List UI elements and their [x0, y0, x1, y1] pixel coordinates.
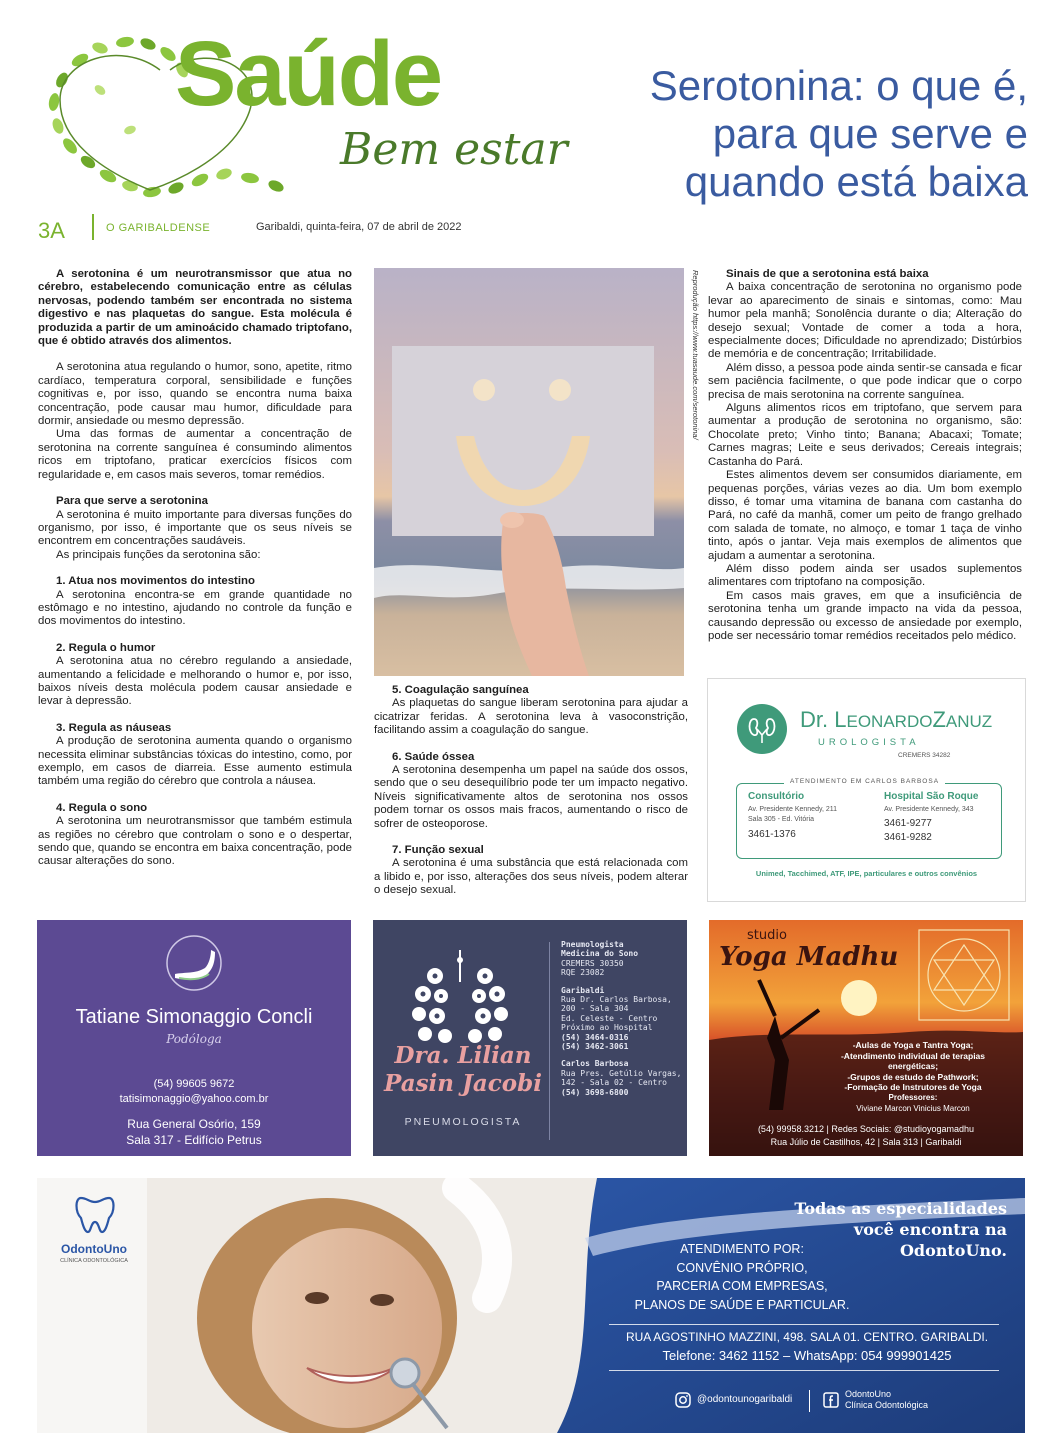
subheading: Sinais de que a serotonina está baixa — [726, 268, 929, 280]
doctor-specialty: PNEUMOLOGISTA — [404, 1116, 522, 1128]
paragraph: A serotonina é muito importante para diversas funções do organismo, por isso, é importante que os seus níveis se encontrem em concentrações saudáveis. — [38, 508, 352, 548]
odonto-brand: OdontoUno — [61, 1242, 127, 1256]
page-number: 3A — [38, 218, 65, 243]
podologist-address-1: Rua General Osório, 159 — [127, 1117, 261, 1131]
subheading: 6. Saúde óssea — [392, 750, 475, 763]
podologist-phone[interactable]: (54) 99605 9672 — [153, 1078, 235, 1090]
odonto-instagram[interactable]: @odontounogaribaldi — [697, 1394, 793, 1405]
section-title: Saúde — [175, 23, 442, 125]
consultorio-address-1: Av. Presidente Kennedy, 211 — [748, 806, 837, 813]
tooth-logo-icon — [73, 1194, 117, 1234]
subheading: 3. Regula as náuseas — [56, 721, 172, 734]
photo-credit — [688, 270, 700, 670]
paragraph: A serotonina atua regulando o humor, sono, apetite, ritmo cardíaco, temperatura corporal, sensibilidade e funções cognitivas e, por isso, quando se encontra numa baixa concentração, pode causar mau humor, dificuldade para dormir, ansiedade ou mesmo depressão. — [38, 361, 352, 428]
article-lead: A serotonina é um neurotransmissor que atua no cérebro, estabelecendo comunicação entre as células nervosas, podendo também ser encontrada no sistema digestivo e nas plaquetas do sangue. Esta molécula é produzida a partir de um aminoácido chamado triptofano, que é obtido através dos alimentos. — [38, 268, 352, 348]
subheading: 1. Atua nos movimentos do intestino — [56, 575, 255, 588]
article-column-2 — [374, 684, 688, 898]
yoga-services: -Aulas de Yoga e Tantra Yoga; -Atendimento individual de terapias energéticas; -Grupos de estudo de Pathwork; -Formação de Instrutores de Yoga Professores: Viviane Marcon Vinicius Marcon — [840, 1040, 986, 1113]
hospital-phone-1[interactable]: 3461-9277 — [884, 818, 932, 829]
consultorio-phone[interactable]: 3461-1376 — [748, 829, 796, 840]
subheading: 7. Função sexual — [392, 844, 484, 857]
paragraph: Em casos mais graves, em que a insuficiência de serotonina tenha um grande impacto na vida da pessoa, causando depressão ou excesso de ansiedade por exemplo, pode ser necessário tomar remédios receitados pelo médico. — [708, 589, 1022, 642]
kidney-logo-icon — [736, 703, 788, 755]
doctor-details: Pneumologista Medicina do Sono CREMERS 30350 RQE 23082 Garibaldi Rua Dr. Carlos Barbosa, 200 - Sala 304 Ed. Celeste - Centro Próximo ao Hospital (54) 3464-0316 (54) 3462-3061 Carlos Barbosa Rua Pres. Getúlio Vargas, 142 - Sala 02 - Centro (54) 3698-6800 — [561, 940, 682, 1097]
doctor-name: Dr. LEONARDOZANUZ — [800, 707, 993, 732]
lungs-flowers-icon — [405, 942, 515, 1052]
paragraph: As plaquetas do sangue liberam serotonina para ajudar a cicatrizar feridas. A serotonina leva à vasoconstrição, facilitando assim a coagulação do sangue. — [374, 697, 688, 737]
podologist-address-2: Sala 317 - Edifício Petrus — [126, 1133, 262, 1147]
subheading: 5. Coagulação sanguínea — [392, 684, 529, 696]
studio-label: studio — [747, 928, 787, 943]
paragraph: Alguns alimentos ricos em triptofano, que servem para aumentar a produção de serotonina no organismo, são: Chocolate preto; Vinho tinto; Banana; Abacaxi; Tomate; Carnes magras; Leite e seus derivados; Cereais integrais; Castanha do Pará. — [708, 402, 1022, 468]
ad-urologist[interactable] — [707, 678, 1026, 902]
studio-name: Yoga Madhu — [719, 942, 899, 972]
doctor-cremers: CREMERS 34282 — [898, 752, 951, 759]
ad-pneumologist[interactable] — [373, 920, 687, 1156]
paragraph: A produção de serotonina aumenta quando o organismo necessita eliminar substâncias tóxicas do intestino, como, por exemplo, em casos de diarreia. Esse aumento estimula também uma região do cérebro que controla a náusea. — [38, 735, 352, 788]
paragraph: A serotonina desempenha um papel na saúde dos ossos, sendo que o seu desequilíbrio pode ter um impacto negativo. Níveis significativamente altos de serotonina nos ossos podem tornar os ossos mais fracos, aumentando o risco de sofrer de osteoporose. — [374, 764, 688, 830]
odonto-address: RUA AGOSTINHO MAZZINI, 498. SALA 01. CENTRO. GARIBALDI. — [625, 1330, 989, 1344]
odonto-phones[interactable]: Telefone: 3462 1152 – WhatsApp: 054 999901425 — [662, 1348, 952, 1363]
podologist-email[interactable]: tatisimonaggio@yahoo.com.br — [119, 1093, 269, 1105]
paragraph: Estes alimentos devem ser consumidos diariamente, em pequenas porções, várias vezes ao dia. Um bom exemplo disso, é tomar uma vitamina de banana com castanha do Pará, no café da manhã, comer um peito de frango grelhado com salada de tomate, no almoço, e tomar 1 taça de vinho tinto, após o jantar. Veja mais exemplos de alimentos que ajudam a aumentar a serotonina. — [708, 469, 1022, 562]
paragraph: As principais funções da serotonina são: — [56, 548, 261, 561]
podologist-name: Tatiane Simonaggio Concli — [75, 1006, 313, 1028]
yoga-contact[interactable]: (54) 99958.3212 | Redes Sociais: @studioyogamadhu — [757, 1124, 975, 1134]
odonto-brand-sub: CLÍNICA ODONTOLÓGICA — [60, 1258, 128, 1264]
doctor-name: Dra. Lilian Pasin Jacobi — [384, 1042, 542, 1097]
paragraph: Além disso podem ainda ser usados suplementos alimentares com triptofano na composição. — [708, 562, 1022, 589]
subheading: 2. Regula o humor — [56, 641, 156, 654]
hospital-phone-2[interactable]: 3461-9282 — [884, 832, 932, 843]
paragraph: A serotonina atua no cérebro regulando a ansiedade, aumentando a felicidade e melhorando o humor e, por isso, baixos níveis desta molécula podem causar ansiedade e levar à depressão. — [38, 655, 352, 708]
section-subtitle: Bem estar — [340, 124, 568, 175]
article-column-1 — [38, 268, 352, 869]
ad-dental-clinic[interactable] — [37, 1178, 1025, 1433]
facebook-icon[interactable] — [823, 1392, 839, 1408]
dateline: Garibaldi, quinta-feira, 07 de abril de 2022 — [256, 221, 462, 233]
doctor-specialty: UROLOGISTA — [818, 737, 920, 748]
paragraph: Além disso, a pessoa pode ainda sentir-se cansada e ficar sem paciência facilmente, o que pode indicar que o corpo precisa de mais serotonina na corrente sanguínea. — [708, 361, 1022, 401]
podologist-role: Podóloga — [166, 1032, 222, 1046]
instagram-icon[interactable] — [675, 1392, 691, 1408]
atendimento-label: ATENDIMENTO EM CARLOS BARBOSA — [784, 778, 945, 785]
photo-credit-text: Reprodução https://www.tuasaude.com/serotonina/ — [691, 270, 700, 440]
ad-podologist[interactable] — [37, 920, 351, 1156]
newspaper-name: O GARIBALDENSE — [106, 222, 211, 234]
hospital-address: Av. Presidente Kennedy, 343 — [884, 806, 974, 813]
header-divider — [92, 214, 94, 240]
paragraph: A serotonina um neurotransmissor que também estimula as regiões no cérebro que controlam o sono e o despertar, sendo que, quando se encontra em baixa concentração, pode causar alterações do sono. — [38, 815, 352, 868]
convenios: Unimed, Tacchimed, ATF, IPE, particulares e outros convênios — [755, 869, 978, 878]
consultorio-address-2: Sala 305 - Ed. Vitória — [748, 816, 815, 823]
article-photo — [374, 268, 684, 676]
paragraph: A baixa concentração de serotonina no organismo pode levar ao aparecimento de sinais e sintomas, como: Mau humor pela manhã; Sonolência durante o dia; Alteração do desejo sexual; Vontade de comer a toda a hora, especialmente doces; Dificuldade no aprendizado; Distúrbios de memória e de concentração; Irritabilidade. — [708, 281, 1022, 361]
yoga-address: Rua Júlio de Castilhos, 42 | Sala 313 | Garibaldi — [770, 1137, 962, 1147]
foot-logo-icon — [165, 934, 223, 992]
subheading: 4. Regula o sono — [56, 801, 148, 814]
paragraph: Uma das formas de aumentar a concentração de serotonina na corrente sanguínea é consumindo alimentos ricos em triptofano, praticar exercícios físicos com regularidade e, em casos mais severos, tomar remédios. — [38, 428, 352, 481]
odonto-atendimento: ATENDIMENTO POR: CONVÊNIO PRÓPRIO, PARCERIA COM EMPRESAS, PLANOS DE SAÚDE E PARTICULAR. — [634, 1242, 850, 1312]
ad-yoga-studio[interactable] — [709, 920, 1023, 1156]
article-headline: Serotonina: o que é, para que serve e quando está baixa — [649, 62, 1028, 205]
paragraph: A serotonina é uma substância que está relacionada com a libido e, por isso, alterações dos seus níveis, podem alterar o desejo sexual. — [374, 857, 688, 897]
article-column-3 — [708, 268, 1022, 643]
hospital-title: Hospital São Roque — [884, 791, 979, 802]
odonto-facebook[interactable]: OdontoUno Clínica Odontológica — [845, 1389, 929, 1410]
subheading: Para que serve a serotonina — [56, 495, 208, 508]
paragraph: A serotonina encontra-se em grande quantidade no estômago e no intestino, ajudando no controle da função e dos movimentos do intestino. — [38, 588, 352, 628]
odonto-tagline: Todas as especialidades você encontra na OdontoUno. — [794, 1199, 1007, 1260]
consultorio-title: Consultório — [748, 791, 805, 802]
